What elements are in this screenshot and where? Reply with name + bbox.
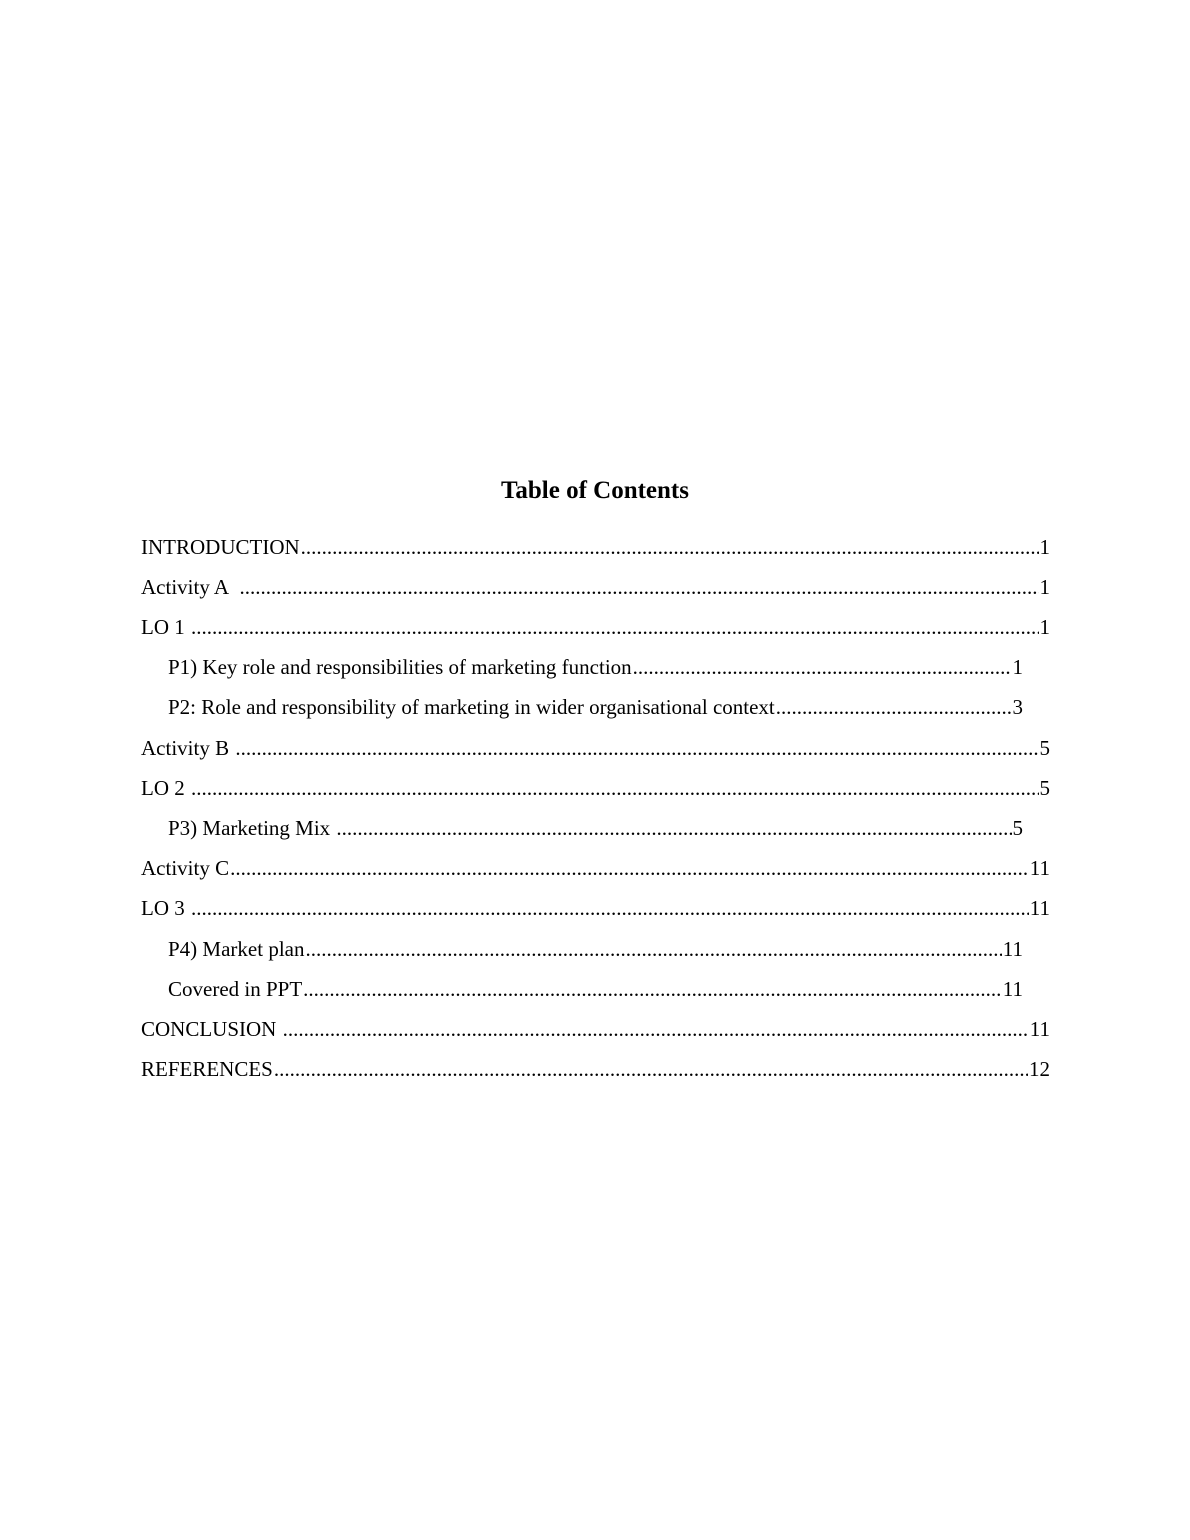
toc-leader	[283, 1014, 1029, 1044]
toc-page-number: 11	[1029, 896, 1050, 920]
toc-entry-lo-3[interactable]	[141, 893, 1050, 923]
toc-entry-p1[interactable]	[168, 652, 1023, 682]
toc-leader	[336, 813, 1011, 843]
toc-entry-label: P1) Key role and responsibilities of marketing function	[168, 655, 632, 679]
toc-entry-label: Activity B	[141, 736, 235, 760]
toc-page-number: 3	[1012, 695, 1023, 719]
toc-leader	[191, 893, 1029, 923]
toc-entry-label: P4) Market plan	[168, 937, 305, 961]
toc-page-number: 5	[1039, 776, 1050, 800]
toc-leader	[274, 1054, 1028, 1084]
toc-entry-activity-c[interactable]	[141, 853, 1050, 883]
toc-entry-label: LO 1	[141, 615, 190, 639]
toc-entry-label: CONCLUSION	[141, 1017, 282, 1041]
toc-page-number: 11	[1029, 1017, 1050, 1041]
toc-title: Table of Contents	[501, 477, 689, 504]
toc-leader	[191, 773, 1039, 803]
toc-leader	[191, 612, 1039, 642]
toc-entry-label: Activity A	[141, 575, 239, 599]
toc-entry-label: INTRODUCTION	[141, 535, 300, 559]
toc-entry-conclusion[interactable]	[141, 1014, 1050, 1044]
toc-page-number: 11	[1029, 856, 1050, 880]
toc-entry-lo-1[interactable]	[141, 612, 1050, 642]
toc-leader	[633, 652, 1012, 682]
toc-entry-references[interactable]	[141, 1054, 1050, 1084]
toc-leader	[235, 733, 1038, 763]
toc-entry-label: Covered in PPT	[168, 977, 303, 1001]
toc-page-number: 1	[1012, 655, 1023, 679]
toc-leader	[230, 853, 1029, 883]
toc-page-number: 5	[1012, 816, 1023, 840]
toc-entry-introduction[interactable]	[141, 532, 1050, 562]
toc-entry-label: LO 3	[141, 896, 190, 920]
toc-entry-label: P3) Marketing Mix	[168, 816, 336, 840]
toc-entry-label: LO 2	[141, 776, 190, 800]
toc-entry-label: REFERENCES	[141, 1057, 273, 1081]
toc-entry-label: Activity C	[141, 856, 230, 880]
toc-page-number: 11	[1002, 977, 1023, 1001]
toc-leader	[301, 532, 1039, 562]
toc-page-number: 1	[1039, 535, 1050, 559]
toc-entry-lo-2[interactable]	[141, 773, 1050, 803]
toc-leader	[776, 692, 1012, 722]
toc-entry-p2[interactable]	[168, 692, 1023, 722]
toc-page-number: 5	[1039, 736, 1050, 760]
toc-leader	[303, 974, 1002, 1004]
toc-page-number: 11	[1002, 937, 1023, 961]
toc-entry-label: P2: Role and responsibility of marketing in wider organisational context	[168, 695, 775, 719]
toc-entry-p4[interactable]	[168, 934, 1023, 964]
toc-page-number: 12	[1029, 1057, 1050, 1081]
toc-leader	[305, 934, 1001, 964]
toc-leader	[239, 572, 1038, 602]
toc-page-number: 1	[1039, 575, 1050, 599]
toc-entry-covered-in-ppt[interactable]	[168, 974, 1023, 1004]
toc-entry-activity-a[interactable]	[141, 572, 1050, 602]
toc-entry-p3[interactable]	[168, 813, 1023, 843]
toc-entry-activity-b[interactable]	[141, 733, 1050, 763]
toc-page-number: 1	[1039, 615, 1050, 639]
